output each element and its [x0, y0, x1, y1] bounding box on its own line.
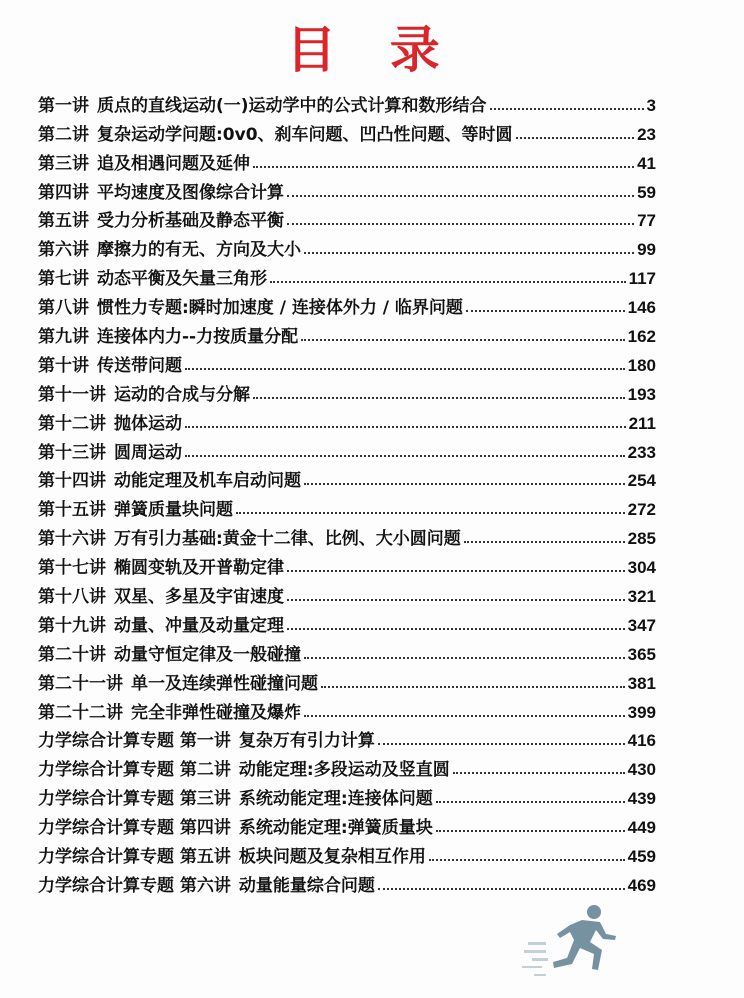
toc-page-number: 365 — [627, 644, 656, 664]
toc-entry[interactable] — [38, 347, 656, 376]
toc-topic: 系统动能定理:连接体问题 — [238, 789, 433, 810]
toc-topic: 系统动能定理:弹簧质量块 — [238, 818, 433, 839]
toc-page-number: 430 — [627, 760, 656, 780]
toc-chapter-label: 第十九讲 — [38, 615, 106, 636]
toc-chapter-label: 力学综合计算专题 第三讲 — [38, 789, 231, 810]
page-title: 目 录 — [286, 20, 458, 79]
toc-topic: 双星、多星及宇宙速度 — [114, 587, 284, 608]
toc-dot-leader — [301, 339, 625, 341]
toc-dot-leader — [436, 830, 625, 832]
toc-dot-leader — [464, 541, 625, 543]
toc-page-number: 77 — [637, 211, 656, 231]
toc-chapter-label: 第十讲 — [38, 355, 89, 376]
toc-page-number: 180 — [627, 355, 656, 375]
toc-chapter-label: 第十一讲 — [38, 384, 106, 405]
toc-page-number: 285 — [627, 529, 656, 549]
toc-topic: 抛体运动 — [114, 413, 182, 434]
table-of-contents — [38, 87, 656, 896]
toc-chapter-label: 第三讲 — [38, 153, 89, 174]
toc-page-number: 254 — [627, 471, 656, 491]
toc-dot-leader — [304, 715, 625, 717]
toc-page-number: 304 — [627, 558, 656, 578]
toc-page-number: 399 — [627, 702, 656, 722]
toc-chapter-label: 力学综合计算专题 第一讲 — [38, 731, 231, 752]
toc-dot-leader — [287, 570, 625, 572]
toc-topic: 平均速度及图像综合计算 — [97, 182, 284, 203]
toc-chapter-label: 力学综合计算专题 第二讲 — [38, 760, 231, 781]
toc-topic: 追及相遇问题及延伸 — [97, 153, 250, 174]
toc-entry[interactable] — [38, 665, 656, 694]
toc-page-number: 321 — [627, 587, 656, 607]
toc-page-number: 381 — [627, 673, 656, 693]
toc-topic: 受力分析基础及静态平衡 — [97, 211, 284, 232]
toc-page-number: 3 — [646, 95, 656, 115]
toc-chapter-label: 第十三讲 — [38, 442, 106, 463]
toc-entry[interactable] — [38, 491, 656, 520]
toc-page-number: 23 — [637, 124, 656, 144]
toc-chapter-label: 力学综合计算专题 第五讲 — [38, 847, 231, 868]
toc-dot-leader — [287, 628, 625, 630]
toc-entry[interactable] — [38, 780, 656, 809]
toc-dot-leader — [378, 888, 625, 890]
toc-dot-leader — [185, 426, 626, 428]
toc-dot-leader — [516, 137, 635, 139]
toc-page-number: 469 — [627, 875, 656, 895]
toc-topic: 动能定理及机车启动问题 — [114, 471, 301, 492]
toc-chapter-label: 第二十讲 — [38, 644, 106, 665]
toc-page-number: 439 — [627, 789, 656, 809]
toc-dot-leader — [453, 772, 625, 774]
toc-topic: 单一及连续弹性碰撞问题 — [131, 673, 318, 694]
toc-dot-leader — [253, 397, 625, 399]
runner-icon — [520, 898, 630, 988]
toc-dot-leader — [287, 599, 625, 601]
toc-dot-leader — [236, 512, 625, 514]
toc-entry[interactable] — [38, 87, 656, 116]
toc-page-number: 416 — [627, 731, 656, 751]
toc-page-number: 193 — [627, 384, 656, 404]
toc-entry[interactable] — [38, 203, 656, 232]
toc-topic: 传送带问题 — [97, 355, 182, 376]
toc-entry[interactable] — [38, 694, 656, 723]
toc-chapter-label: 力学综合计算专题 第四讲 — [38, 818, 231, 839]
toc-entry[interactable] — [38, 116, 656, 145]
toc-chapter-label: 第六讲 — [38, 240, 89, 261]
toc-dot-leader — [490, 108, 644, 110]
toc-page-number: 146 — [627, 298, 656, 318]
toc-chapter-label: 第十五讲 — [38, 500, 106, 521]
toc-entry[interactable] — [38, 607, 656, 636]
toc-entry[interactable] — [38, 376, 656, 405]
toc-dot-leader — [287, 223, 634, 225]
toc-topic: 摩擦力的有无、方向及大小 — [97, 240, 301, 261]
toc-entry[interactable] — [38, 809, 656, 838]
toc-page-number: 59 — [637, 182, 656, 202]
toc-topic: 弹簧质量块问题 — [114, 500, 233, 521]
toc-entry[interactable] — [38, 231, 656, 260]
toc-chapter-label: 第十六讲 — [38, 529, 106, 550]
toc-topic: 复杂运动学问题:0v0、刹车问题、凹凸性问题、等时圆 — [97, 124, 513, 145]
toc-topic: 板块问题及复杂相互作用 — [238, 847, 426, 868]
toc-entry[interactable] — [38, 174, 656, 203]
toc-dot-leader — [185, 368, 625, 370]
toc-dot-leader — [304, 657, 625, 659]
toc-chapter-label: 第十四讲 — [38, 471, 106, 492]
toc-dot-leader — [185, 455, 625, 457]
toc-entry[interactable] — [38, 463, 656, 492]
toc-topic: 动量守恒定律及一般碰撞 — [114, 644, 301, 665]
toc-page-number: 233 — [627, 442, 656, 462]
toc-dot-leader — [429, 859, 625, 861]
toc-topic: 完全非弹性碰撞及爆炸 — [131, 702, 301, 723]
toc-page-number: 347 — [627, 615, 656, 635]
toc-topic: 运动的合成与分解 — [114, 384, 250, 405]
toc-topic: 复杂万有引力计算 — [238, 731, 375, 752]
toc-dot-leader — [436, 801, 625, 803]
toc-entry[interactable] — [38, 636, 656, 665]
toc-chapter-label: 第八讲 — [38, 298, 89, 319]
toc-chapter-label: 第七讲 — [38, 269, 89, 290]
toc-topic: 万有引力基础:黄金十二律、比例、大小圆问题 — [114, 529, 461, 550]
toc-chapter-label: 第一讲 — [38, 95, 89, 116]
toc-chapter-label: 第十二讲 — [38, 413, 106, 434]
toc-topic: 动量、冲量及动量定理 — [114, 615, 284, 636]
toc-entry[interactable] — [38, 751, 656, 780]
toc-entry[interactable] — [38, 520, 656, 549]
toc-entry[interactable] — [38, 260, 656, 289]
toc-entry[interactable] — [38, 434, 656, 463]
toc-dot-leader — [321, 686, 625, 688]
toc-topic: 连接体内力--力按质量分配 — [97, 327, 299, 348]
toc-page-number: 211 — [628, 413, 656, 433]
toc-dot-leader — [304, 483, 625, 485]
toc-dot-leader — [270, 281, 626, 283]
toc-entry[interactable] — [38, 549, 656, 578]
toc-topic: 动量能量综合问题 — [238, 875, 375, 896]
toc-chapter-label: 第二十一讲 — [38, 673, 123, 694]
toc-page-number: 99 — [637, 240, 656, 260]
toc-entry[interactable] — [38, 145, 656, 174]
toc-chapter-label: 第四讲 — [38, 182, 89, 203]
toc-page-number: 162 — [627, 327, 656, 347]
toc-chapter-label: 力学综合计算专题 第六讲 — [38, 875, 231, 896]
toc-entry[interactable] — [38, 723, 656, 752]
toc-entry[interactable] — [38, 838, 656, 867]
toc-page-number: 41 — [637, 153, 656, 173]
toc-entry[interactable] — [38, 405, 656, 434]
toc-dot-leader — [253, 166, 634, 168]
toc-page-number: 459 — [627, 847, 656, 867]
toc-entry[interactable] — [38, 578, 656, 607]
toc-chapter-label: 第十八讲 — [38, 587, 106, 608]
toc-topic: 动能定理:多段运动及竖直圆 — [238, 760, 450, 781]
toc-dot-leader — [466, 310, 625, 312]
toc-chapter-label: 第二讲 — [38, 124, 89, 145]
toc-page-number: 449 — [627, 818, 656, 838]
toc-topic: 质点的直线运动(一)运动学中的公式计算和数形结合 — [97, 95, 487, 116]
toc-chapter-label: 第九讲 — [38, 327, 89, 348]
toc-page-number: 272 — [627, 500, 656, 520]
toc-topic: 动态平衡及矢量三角形 — [97, 269, 267, 290]
toc-topic: 椭圆变轨及开普勒定律 — [114, 558, 284, 579]
toc-topic: 圆周运动 — [114, 442, 182, 463]
toc-dot-leader — [304, 252, 634, 254]
toc-entry[interactable] — [38, 318, 656, 347]
toc-chapter-label: 第二十二讲 — [38, 702, 123, 723]
toc-entry[interactable] — [38, 867, 656, 896]
toc-chapter-label: 第五讲 — [38, 211, 89, 232]
toc-dot-leader — [378, 743, 625, 745]
toc-dot-leader — [287, 195, 634, 197]
toc-topic: 惯性力专题:瞬时加速度 / 连接体外力 / 临界问题 — [97, 298, 463, 319]
toc-chapter-label: 第十七讲 — [38, 558, 106, 579]
toc-entry[interactable] — [38, 289, 656, 318]
toc-page-number: 117 — [628, 269, 656, 289]
